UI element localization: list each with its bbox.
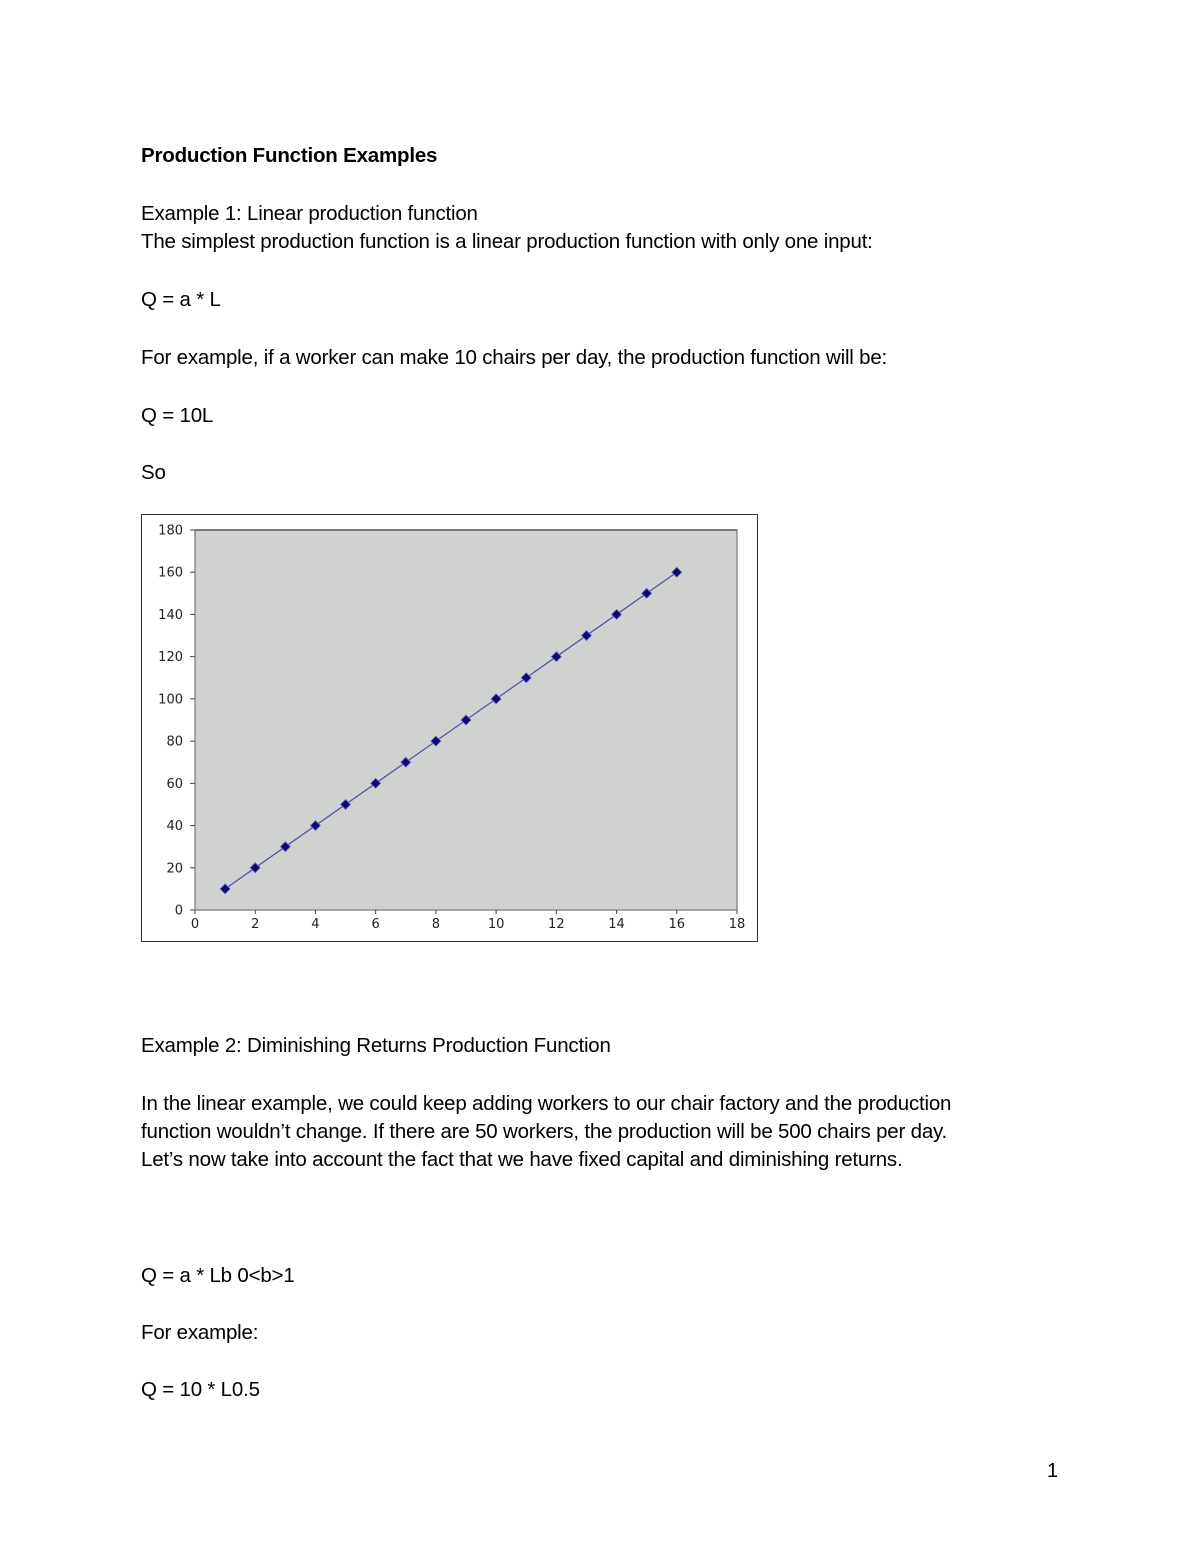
x-tick-label: 4 [311,917,320,932]
example1-intro: The simplest production function is a linear production function with only one input: [141,230,873,253]
page-number: 1 [1047,1460,1059,1482]
example2-example-label: For example: [141,1321,259,1344]
x-tick-label: 16 [668,917,686,932]
x-tick-label: 14 [608,917,625,932]
example1-heading: Example 1: Linear production function [141,202,478,225]
example1-specific-formula: Q = 10L [141,404,214,427]
example2-formula: Q = a * Lb 0<b>1 [141,1264,295,1287]
chart-svg [142,515,757,941]
y-tick-label: 180 [158,523,183,539]
example2-paragraph-line-3: Let’s now take into account the fact that we have fixed capital and diminishing returns. [141,1148,903,1171]
x-tick-label: 0 [190,917,200,932]
example1-so: So [141,461,166,484]
y-tick-label: 80 [166,734,183,750]
example1-example-text: For example, if a worker can make 10 chairs per day, the production function will be: [141,346,888,369]
example2-paragraph-line-2: function wouldn’t change. If there are 50 workers, the production will be 500 chairs per day. [141,1120,948,1143]
linear-production-chart [141,514,758,942]
example2-specific-formula: Q = 10 * L0.5 [141,1378,260,1401]
x-tick-label: 6 [371,917,380,932]
y-tick-label: 120 [158,650,183,666]
example2-heading: Example 2: Diminishing Returns Production Function [141,1034,611,1057]
x-tick-label: 2 [251,917,260,932]
x-tick-label: 8 [431,917,441,932]
x-tick-label: 12 [548,917,565,932]
x-tick-label: 18 [728,917,746,932]
y-tick-label: 20 [166,861,183,877]
y-tick-label: 100 [158,692,183,708]
example1-formula: Q = a * L [141,288,221,311]
example2-paragraph-line-1: In the linear example, we could keep adding workers to our chair factory and the production [141,1092,952,1115]
y-tick-label: 60 [166,776,183,792]
y-tick-label: 40 [166,819,183,835]
y-tick-label: 160 [158,565,183,581]
y-tick-label: 140 [158,607,183,623]
x-tick-label: 10 [487,917,505,932]
document-title: Production Function Examples [141,144,438,167]
y-tick-label: 0 [174,903,183,919]
